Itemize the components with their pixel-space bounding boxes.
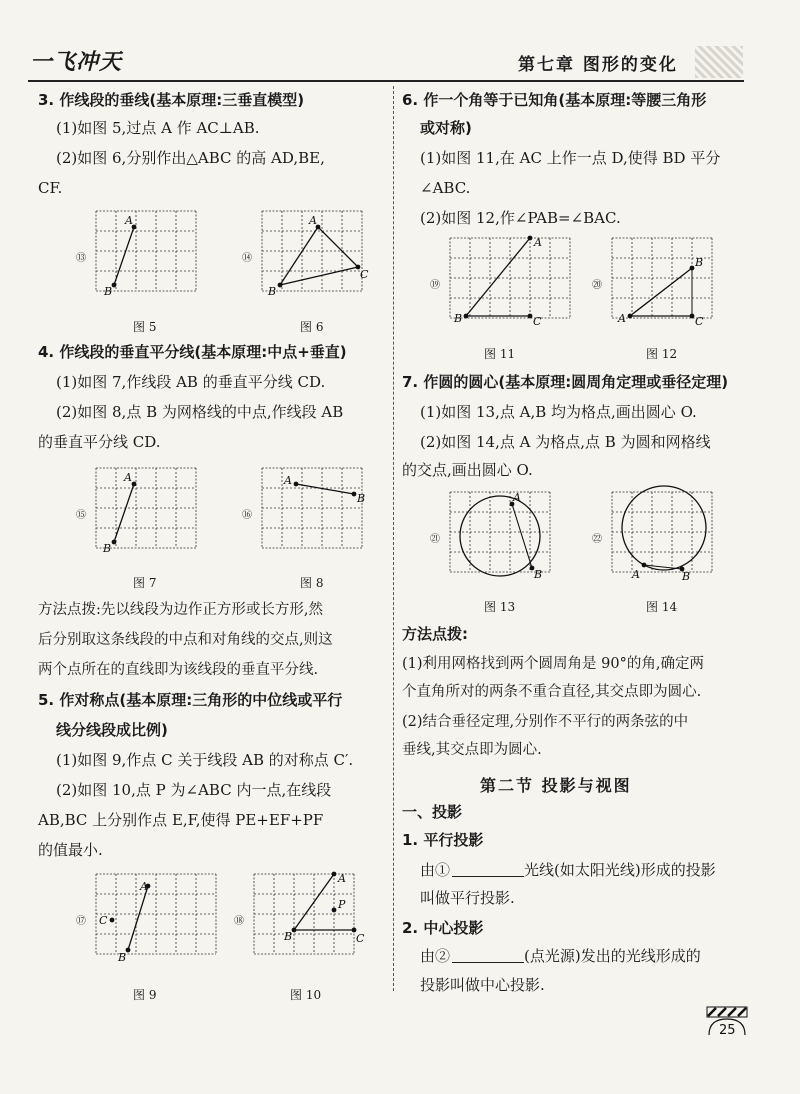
grid xyxy=(450,238,570,318)
page-number: 25 xyxy=(719,1023,736,1038)
s5-line-2: (2)如图 10,点 P 为∠ABC 内一点,在线段 xyxy=(56,781,332,799)
label-c: C xyxy=(356,932,365,945)
label-a: A xyxy=(534,236,542,249)
figure-9-grid xyxy=(72,868,222,968)
central-projection-line-2: 投影叫做中心投影. xyxy=(420,976,545,994)
figure-number: ⑳ xyxy=(592,280,602,291)
section-3-title: 3. 作线段的垂线(基本原理:三垂直模型) xyxy=(38,91,305,109)
figure-number: ㉑ xyxy=(430,534,440,545)
parallel-projection-line-2: 叫做平行投影. xyxy=(420,889,515,907)
section-6-title: 6. 作一个角等于已知角(基本原理:等腰三角形 xyxy=(402,91,707,109)
grid xyxy=(96,874,216,954)
tip-2-title: 方法点拨: xyxy=(402,625,468,643)
segment-ab xyxy=(296,484,354,494)
s7-line-3: 的交点,画出圆心 O. xyxy=(402,461,533,479)
point-b xyxy=(278,283,283,288)
figure-13-grid xyxy=(426,486,576,586)
label-a: A xyxy=(513,491,521,504)
caption-fig-11: 图 11 xyxy=(484,347,516,361)
header-rule xyxy=(28,80,744,82)
book-brand: 一飞冲天 xyxy=(30,49,123,75)
s6-line-1: (1)如图 11,在 AC 上作一点 D,使得 BD 平分 xyxy=(420,149,721,167)
point-a xyxy=(528,236,533,241)
point-c xyxy=(690,314,695,319)
grid xyxy=(254,874,354,954)
figure-7 xyxy=(72,462,212,562)
parallel-projection-text: 光线(如太阳光线)形成的投影 xyxy=(524,861,716,879)
central-projection-line-1 xyxy=(420,946,701,966)
point-b xyxy=(464,314,469,319)
figure-13 xyxy=(426,486,576,586)
triangle-abc xyxy=(280,227,358,285)
caption-fig-9: 图 9 xyxy=(133,988,157,1002)
section-5-title-cont: 线分线段成比例) xyxy=(56,721,168,739)
figure-10-grid xyxy=(230,868,380,968)
section-6-title-cont: 或对称) xyxy=(420,119,472,137)
section-7-title: 7. 作圆的圆心(基本原理:圆周角定理或垂径定理) xyxy=(402,373,729,391)
s5-line-4: 的值最小. xyxy=(38,841,103,859)
figure-6 xyxy=(238,205,388,305)
figure-9 xyxy=(72,868,222,968)
caption-fig-10: 图 10 xyxy=(290,988,322,1002)
angle-bac xyxy=(630,268,692,316)
circle xyxy=(622,486,706,570)
s5-line-1: (1)如图 9,作点 C 关于线段 AB 的对称点 C′. xyxy=(56,751,354,769)
label-a: A xyxy=(124,471,132,484)
subsection-projection: 一、投影 xyxy=(402,803,463,821)
figure-14 xyxy=(588,486,738,586)
label-a: A xyxy=(140,880,148,893)
point-b xyxy=(112,283,117,288)
label-c: C xyxy=(533,315,542,328)
label-a: A xyxy=(309,214,317,227)
grid xyxy=(96,468,196,548)
figure-number: ⑮ xyxy=(76,510,86,521)
column-divider xyxy=(393,86,394,991)
section-5-title: 5. 作对称点(基本原理:三角形的中位线或平行 xyxy=(38,691,343,709)
label-a: A xyxy=(618,312,626,325)
label-c: C xyxy=(360,268,369,281)
figure-6-grid xyxy=(238,205,388,305)
chapter-title: 第七章 图形的变化 xyxy=(518,55,678,75)
figure-number: ⑰ xyxy=(76,916,86,927)
figure-5-grid xyxy=(72,205,212,305)
caption-fig-14: 图 14 xyxy=(646,600,678,614)
label-b: B xyxy=(534,568,543,581)
label-p: P xyxy=(338,898,346,911)
tip-2-line-2: 个直角所对的两条不重合直径,其交点即为圆心. xyxy=(402,684,702,700)
figure-10 xyxy=(230,868,380,968)
s4-line-1: (1)如图 7,作线段 AB 的垂直平分线 CD. xyxy=(56,373,326,391)
label-a: A xyxy=(284,474,292,487)
tip-1-line-3: 两个点所在的直线即为该线段的垂直平分线. xyxy=(38,662,319,678)
section-4-title: 4. 作线段的垂直平分线(基本原理:中点+垂直) xyxy=(38,343,347,361)
grid xyxy=(612,238,712,318)
chord-ab xyxy=(512,504,532,568)
figure-14-grid xyxy=(588,486,738,586)
parallel-projection-title: 1. 平行投影 xyxy=(402,831,484,849)
parallel-projection-line-1 xyxy=(420,860,716,880)
label-c: C xyxy=(695,315,704,328)
s7-line-2: (2)如图 14,点 A 为格点,点 B 为圆和网格线 xyxy=(420,433,711,451)
s6-line-3: (2)如图 12,作∠PAB=∠BAC. xyxy=(420,209,621,227)
point-b xyxy=(352,492,357,497)
label-a: A xyxy=(632,568,640,581)
s4-line-2: (2)如图 8,点 B 为网格线的中点,作线段 AB xyxy=(56,403,344,421)
point-c xyxy=(528,314,533,319)
point-a xyxy=(642,563,647,568)
caption-fig-6: 图 6 xyxy=(300,320,324,334)
tip-1-line-2: 后分别取这条线段的中点和对角线的交点,则这 xyxy=(38,632,333,648)
fill-in-label-1: 由① xyxy=(420,861,451,879)
s3-line-1: (1)如图 5,过点 A 作 AC⊥AB. xyxy=(56,119,260,137)
segment-ab xyxy=(114,227,134,285)
point-b xyxy=(292,928,297,933)
figure-8-grid xyxy=(238,462,388,562)
tip-2-line-3: (2)结合垂径定理,分别作不平行的两条弦的中 xyxy=(402,714,689,730)
figure-12-grid xyxy=(588,232,738,332)
caption-fig-13: 图 13 xyxy=(484,600,516,614)
label-c: C xyxy=(99,914,108,927)
s5-line-3: AB,BC 上分别作点 E,F,使得 PE+EF+PF xyxy=(38,811,324,829)
caption-fig-7: 图 7 xyxy=(133,576,157,590)
point-p xyxy=(332,908,337,913)
circle xyxy=(460,496,540,576)
point-b xyxy=(112,540,117,545)
s7-line-1: (1)如图 13,点 A,B 均为格点,画出圆心 O. xyxy=(420,403,697,421)
label-b: B xyxy=(454,312,463,325)
tip-2-line-1: (1)利用网格找到两个圆周角是 90°的角,确定两 xyxy=(402,656,704,672)
label-a: A xyxy=(125,214,133,227)
point-b xyxy=(126,948,131,953)
figure-5 xyxy=(72,205,212,305)
page-number-stripes xyxy=(708,1008,746,1016)
segment-ab xyxy=(114,484,134,542)
s6-line-2: ∠ABC. xyxy=(420,179,471,197)
label-b: B xyxy=(104,285,113,298)
point-a xyxy=(294,482,299,487)
caption-fig-8: 图 8 xyxy=(300,576,324,590)
grid xyxy=(96,211,196,291)
fill-in-label-2: 由② xyxy=(420,947,451,965)
figure-number: ⑱ xyxy=(234,916,244,927)
point-a xyxy=(132,482,137,487)
figure-number: ⑲ xyxy=(430,280,440,291)
label-b: B xyxy=(357,492,366,505)
figure-number: ⑬ xyxy=(76,253,86,264)
caption-fig-5: 图 5 xyxy=(133,320,157,334)
caption-fig-12: 图 12 xyxy=(646,347,678,361)
tip-2-line-4: 垂线,其交点即为圆心. xyxy=(402,742,542,758)
fill-in-blank-1[interactable] xyxy=(452,862,524,877)
fill-in-blank-2[interactable] xyxy=(452,948,524,963)
section-2-heading: 第二节 投影与视图 xyxy=(480,776,632,795)
point-b xyxy=(690,266,695,271)
point-a xyxy=(332,872,337,877)
point-c xyxy=(110,918,115,923)
figure-8 xyxy=(238,462,388,562)
s3-line-3: CF. xyxy=(38,179,63,197)
figure-number: ㉒ xyxy=(592,534,602,545)
segment-ab xyxy=(128,886,148,950)
label-b: B xyxy=(118,951,127,964)
point-a xyxy=(628,314,633,319)
grid xyxy=(612,492,712,572)
header-decoration xyxy=(695,46,743,78)
figure-12 xyxy=(588,232,738,332)
s3-line-2: (2)如图 6,分别作出△ABC 的高 AD,BE, xyxy=(56,149,325,167)
figure-number: ⑭ xyxy=(242,253,252,264)
figure-11 xyxy=(426,232,576,332)
tip-1-line-1: 方法点拨:先以线段为边作正方形或长方形,然 xyxy=(38,602,323,618)
label-b: B xyxy=(682,570,691,583)
label-a: A xyxy=(338,872,346,885)
label-b: B xyxy=(268,285,277,298)
figure-7-grid xyxy=(72,462,212,562)
s4-line-3: 的垂直平分线 CD. xyxy=(38,433,161,451)
central-projection-text: (点光源)发出的光线形成的 xyxy=(524,947,701,965)
figure-11-grid xyxy=(426,232,576,332)
label-b: B xyxy=(284,930,293,943)
grid xyxy=(262,468,362,548)
central-projection-title: 2. 中心投影 xyxy=(402,919,484,937)
label-b: B xyxy=(695,256,704,269)
grid xyxy=(450,492,550,572)
angle-abc xyxy=(466,238,530,316)
figure-number: ⑯ xyxy=(242,510,252,521)
label-b: B xyxy=(103,542,112,555)
page-number-badge xyxy=(706,1006,750,1038)
